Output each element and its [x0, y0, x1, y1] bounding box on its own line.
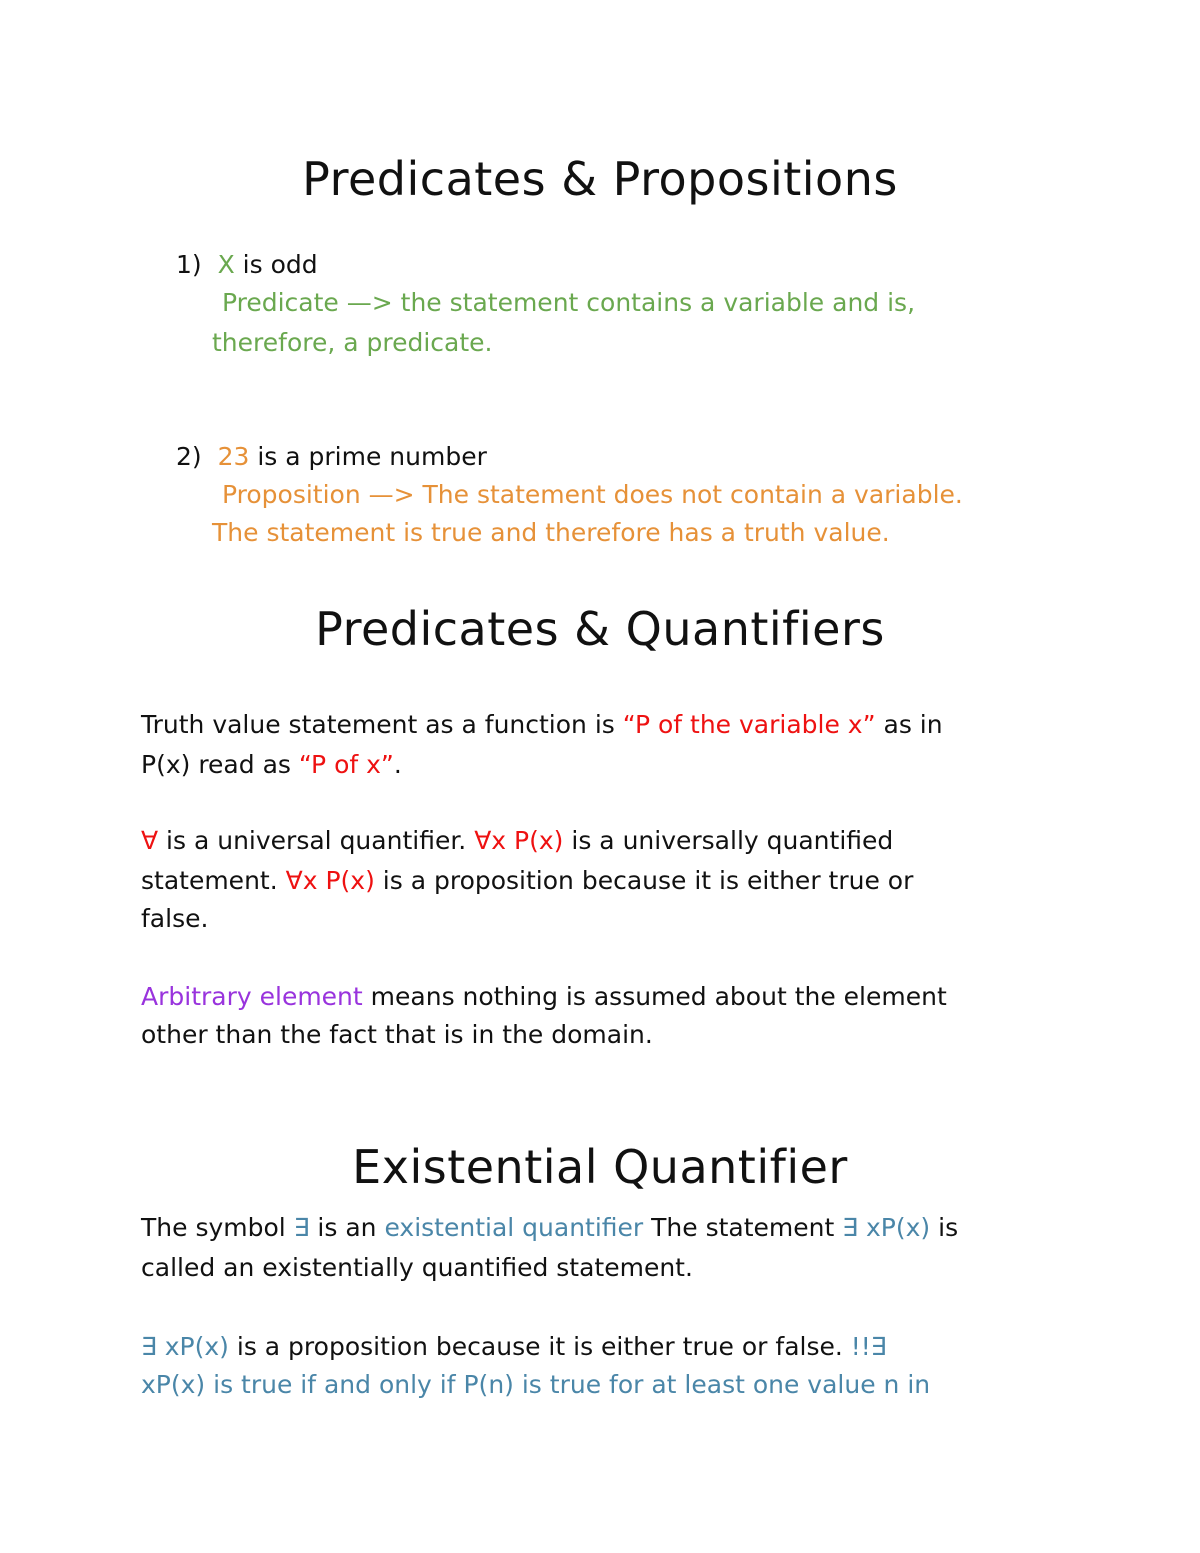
- universal-text-b: is a universally quantified: [563, 826, 894, 855]
- existential-text-a: The symbol: [141, 1213, 294, 1242]
- item-1-explanation-line1: Predicate —> the statement contains a variable and is,: [222, 288, 916, 317]
- function-paragraph-line1: [141, 710, 943, 740]
- existential-paragraph-line2: called an existentially quantified statement.: [141, 1253, 693, 1282]
- universal-text-c: statement.: [141, 866, 286, 895]
- item-2-explanation-line1: Proposition —> The statement does not contain a variable.: [222, 480, 963, 509]
- unique-exists-symbol: !!∃: [850, 1332, 887, 1361]
- item-2-statement: [176, 442, 487, 472]
- item-2-explanation-line2: The statement is true and therefore has a truth value.: [212, 518, 890, 547]
- existential-paragraph-line1: [141, 1213, 958, 1243]
- arbitrary-element-term: Arbitrary element: [141, 982, 363, 1011]
- universal-text-a: is a universal quantifier.: [158, 826, 475, 855]
- existential-quantifier-term: existential quantifier: [384, 1213, 644, 1242]
- function-text-a: Truth value statement as a function is: [141, 710, 623, 739]
- existential-text-c: The statement: [643, 1213, 843, 1242]
- exists-symbol: ∃: [293, 1213, 310, 1242]
- function-highlight-b: “P of x”: [298, 750, 394, 779]
- item-1-statement: [176, 250, 318, 280]
- item-2-text: is a prime number: [249, 442, 487, 471]
- existential-text-e: is a proposition because it is either true or false.: [228, 1332, 851, 1361]
- item-2-value: 23: [217, 442, 250, 471]
- function-text-b: as in: [875, 710, 943, 739]
- item-1-text: is odd: [234, 250, 318, 279]
- function-paragraph-line2: [141, 750, 402, 780]
- exists-expression-a: ∃ xP(x): [842, 1213, 931, 1242]
- universal-text-d: is a proposition because it is either true or: [374, 866, 914, 895]
- item-1-explanation-line2: therefore, a predicate.: [212, 328, 493, 357]
- universal-paragraph-line1: [141, 826, 893, 856]
- function-text-c: P(x) read as: [141, 750, 299, 779]
- function-text-d: .: [393, 750, 402, 779]
- arbitrary-paragraph-line2: other than the fact that is in the domain.: [141, 1020, 653, 1049]
- universal-paragraph-line3: false.: [141, 904, 209, 933]
- arbitrary-paragraph-line1: [141, 982, 947, 1012]
- item-1-number: 1): [176, 250, 202, 279]
- forall-expression-b: ∀x P(x): [285, 866, 375, 895]
- universal-paragraph-line2: [141, 866, 913, 896]
- existential-text-b: is an: [309, 1213, 385, 1242]
- forall-expression-a: ∀x P(x): [474, 826, 564, 855]
- item-1-variable: X: [217, 250, 235, 279]
- existential-proposition-line2: xP(x) is true if and only if P(n) is true for at least one value n in: [141, 1370, 931, 1399]
- heading-predicates-propositions: Predicates & Propositions: [302, 152, 898, 206]
- heading-predicates-quantifiers: Predicates & Quantifiers: [315, 602, 885, 656]
- existential-proposition-line1: [141, 1332, 887, 1362]
- item-2-number: 2): [176, 442, 202, 471]
- forall-symbol: ∀: [141, 826, 159, 855]
- heading-existential-quantifier: Existential Quantifier: [352, 1140, 848, 1194]
- exists-expression-b: ∃ xP(x): [141, 1332, 229, 1361]
- function-highlight-a: “P of the variable x”: [622, 710, 876, 739]
- existential-text-d: is: [930, 1213, 959, 1242]
- arbitrary-text-a: means nothing is assumed about the element: [362, 982, 947, 1011]
